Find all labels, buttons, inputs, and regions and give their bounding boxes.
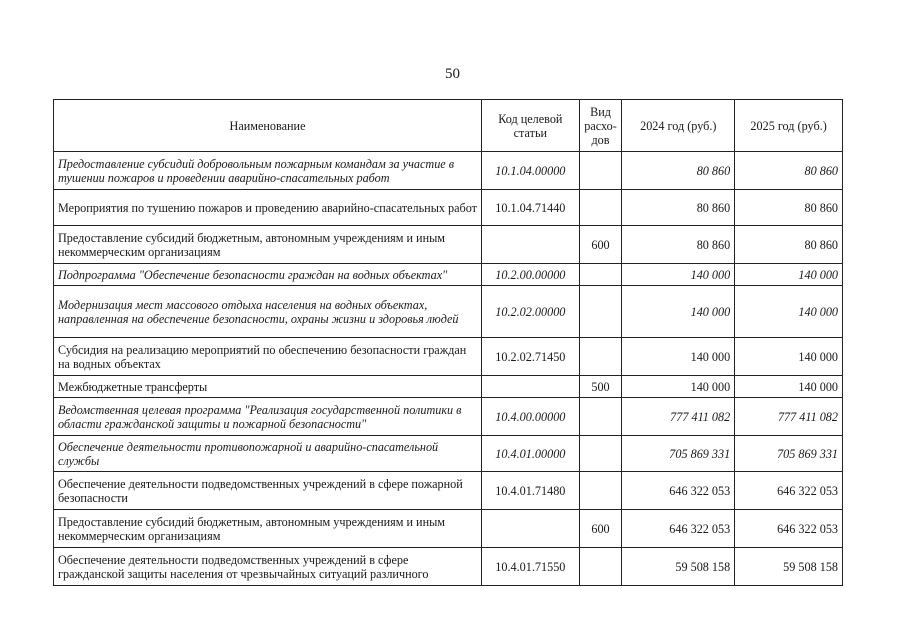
row-type: 600 — [579, 226, 622, 264]
row-name: Подпрограмма "Обеспечение безопасности граждан на водных объектах" — [54, 264, 482, 286]
row-name: Обеспечение деятельности подведомственных учреждений в сфере гражданской защиты населения от чрезвычайных ситуаций различного — [54, 548, 482, 586]
table-row — [54, 472, 843, 510]
row-type — [579, 338, 622, 376]
budget-table — [53, 99, 843, 586]
row-type: 500 — [579, 376, 622, 398]
page-number: 50 — [445, 66, 460, 82]
table-row — [54, 436, 843, 472]
row-code: 10.4.01.00000 — [482, 436, 580, 472]
table-row — [54, 286, 843, 338]
header-2025: 2025 год (руб.) — [735, 100, 843, 152]
table-row — [54, 376, 843, 398]
row-name: Обеспечение деятельности подведомственных учреждений в сфере пожарной безопасности — [54, 472, 482, 510]
row-2024: 140 000 — [622, 264, 735, 286]
row-2025: 80 860 — [735, 152, 843, 190]
row-name: Обеспечение деятельности противопожарной и аварийно-спасательной службы — [54, 436, 482, 472]
table-row — [54, 548, 843, 586]
row-2025: 646 322 053 — [735, 510, 843, 548]
row-2025: 140 000 — [735, 286, 843, 338]
row-type — [579, 548, 622, 586]
table-header-row — [54, 100, 843, 152]
row-2024: 705 869 331 — [622, 436, 735, 472]
row-type — [579, 398, 622, 436]
row-2024: 140 000 — [622, 376, 735, 398]
table-row — [54, 226, 843, 264]
row-2024: 777 411 082 — [622, 398, 735, 436]
row-2025: 705 869 331 — [735, 436, 843, 472]
header-name: Наименование — [54, 100, 482, 152]
row-name: Межбюджетные трансферты — [54, 376, 482, 398]
row-code: 10.2.02.00000 — [482, 286, 580, 338]
table-row — [54, 264, 843, 286]
row-code — [482, 376, 580, 398]
row-2025: 646 322 053 — [735, 472, 843, 510]
header-2024: 2024 год (руб.) — [622, 100, 735, 152]
row-name: Мероприятия по тушению пожаров и проведению аварийно-спасательных работ — [54, 190, 482, 226]
row-type — [579, 286, 622, 338]
row-2025: 80 860 — [735, 226, 843, 264]
row-2024: 140 000 — [622, 286, 735, 338]
row-code: 10.4.01.71480 — [482, 472, 580, 510]
row-type: 600 — [579, 510, 622, 548]
row-code: 10.4.00.00000 — [482, 398, 580, 436]
row-2024: 140 000 — [622, 338, 735, 376]
row-2024: 646 322 053 — [622, 472, 735, 510]
row-2025: 80 860 — [735, 190, 843, 226]
row-2025: 777 411 082 — [735, 398, 843, 436]
row-type — [579, 264, 622, 286]
row-2024: 80 860 — [622, 152, 735, 190]
row-type — [579, 472, 622, 510]
row-code: 10.2.02.71450 — [482, 338, 580, 376]
table-row — [54, 190, 843, 226]
row-2024: 80 860 — [622, 226, 735, 264]
table-row — [54, 510, 843, 548]
table-row — [54, 398, 843, 436]
row-2025: 140 000 — [735, 338, 843, 376]
row-name: Ведомственная целевая программа "Реализация государственной политики в области гражданской защиты и пожарной безопасности" — [54, 398, 482, 436]
row-2025: 140 000 — [735, 264, 843, 286]
row-type — [579, 190, 622, 226]
row-name: Субсидия на реализацию мероприятий по обеспечению безопасности граждан на водных объектах — [54, 338, 482, 376]
row-2024: 646 322 053 — [622, 510, 735, 548]
row-name: Предоставление субсидий добровольным пожарным командам за участие в тушении пожаров и проведении аварийно-спасательных работ — [54, 152, 482, 190]
row-type — [579, 152, 622, 190]
row-code: 10.1.04.71440 — [482, 190, 580, 226]
row-2024: 80 860 — [622, 190, 735, 226]
row-type — [579, 436, 622, 472]
row-code — [482, 226, 580, 264]
row-code — [482, 510, 580, 548]
row-2025: 59 508 158 — [735, 548, 843, 586]
table-row — [54, 152, 843, 190]
row-name: Предоставление субсидий бюджетным, автономным учреждениям и иным некоммерческим организациям — [54, 226, 482, 264]
table-body — [54, 152, 843, 586]
row-2025: 140 000 — [735, 376, 843, 398]
row-name: Предоставление субсидий бюджетным, автономным учреждениям и иным некоммерческим организациям — [54, 510, 482, 548]
row-code: 10.2.00.00000 — [482, 264, 580, 286]
row-name: Модернизация мест массового отдыха населения на водных объектах, направленная на обеспечение безопасности, охраны жизни и здоровья людей — [54, 286, 482, 338]
header-type: Вид расхо-дов — [579, 100, 622, 152]
row-code: 10.1.04.00000 — [482, 152, 580, 190]
row-2024: 59 508 158 — [622, 548, 735, 586]
table-row — [54, 338, 843, 376]
row-code: 10.4.01.71550 — [482, 548, 580, 586]
header-code: Код целевой статьи — [482, 100, 580, 152]
